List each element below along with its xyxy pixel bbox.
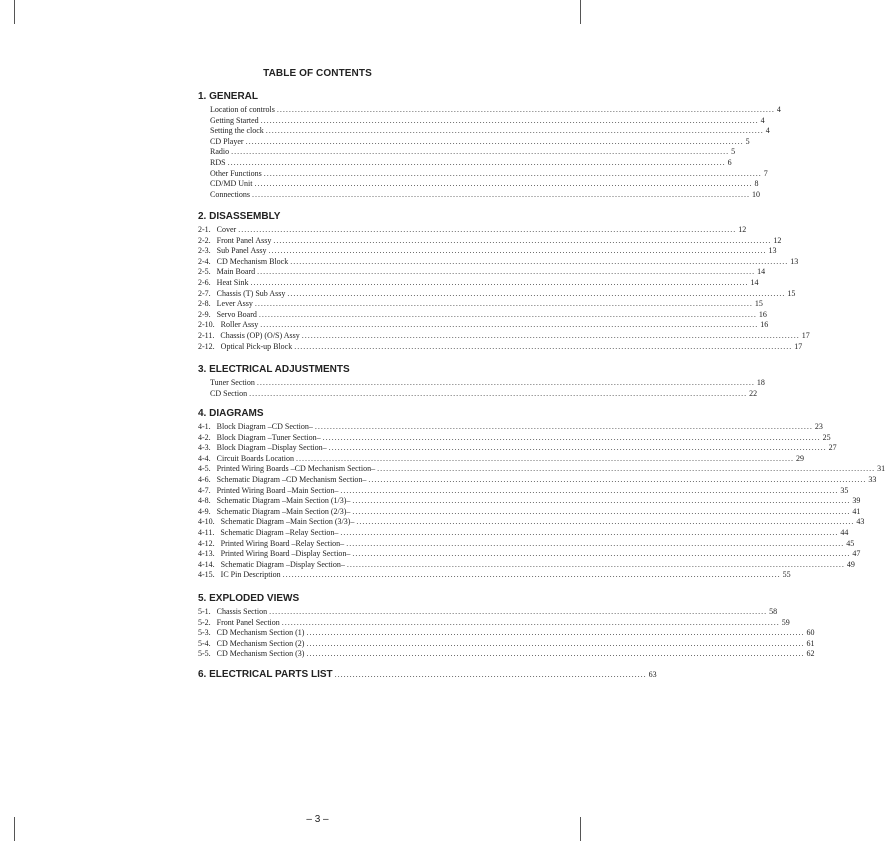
page-ref: 13 bbox=[790, 256, 799, 266]
dot-leader: ........................................................................................................ bbox=[334, 670, 647, 679]
page-ref: 27 bbox=[828, 443, 837, 453]
entry-number: 4-3. bbox=[198, 443, 211, 453]
toc-entry[interactable] bbox=[198, 330, 810, 342]
entry-label: Other Functions bbox=[210, 168, 262, 178]
toc-entry[interactable] bbox=[198, 235, 782, 247]
dot-leader: ...................................................................................................................................................................... bbox=[256, 378, 755, 387]
crop-mark bbox=[580, 0, 581, 24]
entry-list bbox=[198, 607, 815, 660]
entry-label: Roller Assy bbox=[220, 320, 259, 330]
entry-label: Printed Wiring Board –Relay Section– bbox=[220, 538, 345, 548]
dot-leader: ...................................................................................................................................................................... bbox=[227, 157, 726, 167]
entry-number: 4-6. bbox=[198, 474, 211, 484]
dot-leader: ...................................................................................................................................................................... bbox=[254, 299, 753, 309]
page-ref: 47 bbox=[852, 549, 861, 559]
page-ref: 5 bbox=[745, 136, 750, 146]
toc-entry[interactable] bbox=[198, 570, 791, 581]
toc-entry[interactable] bbox=[198, 126, 770, 137]
dot-leader: ...................................................................................................................................................................... bbox=[352, 506, 851, 516]
page-ref: 6 bbox=[727, 157, 732, 167]
page-ref: 16 bbox=[758, 309, 767, 319]
page-ref: 15 bbox=[787, 288, 796, 298]
page-ref: 62 bbox=[806, 649, 815, 659]
page-ref: 15 bbox=[754, 299, 763, 309]
entry-label: CD Mechanism Section (2) bbox=[216, 638, 305, 648]
entry-list bbox=[198, 422, 885, 581]
page-ref: 22 bbox=[749, 388, 758, 398]
dot-leader: ...................................................................................................................................................................... bbox=[368, 474, 867, 484]
toc-entry[interactable] bbox=[198, 628, 815, 639]
toc-entry[interactable] bbox=[198, 309, 767, 321]
dot-leader: ...................................................................................................................................................................... bbox=[306, 628, 805, 638]
toc-entry[interactable] bbox=[198, 485, 849, 497]
entry-label: Schematic Diagram –Display Section– bbox=[220, 559, 345, 569]
toc-entry[interactable] bbox=[198, 506, 861, 518]
toc-entry[interactable] bbox=[198, 388, 758, 400]
page-ref: 44 bbox=[840, 527, 849, 537]
dot-leader: ...................................................................................................................................................................... bbox=[250, 277, 749, 287]
entry-list bbox=[198, 105, 781, 200]
dot-leader: ...................................................................................................................................................................... bbox=[352, 496, 851, 506]
toc-entry[interactable] bbox=[198, 225, 747, 236]
dot-leader: ...................................................................................................................................................................... bbox=[258, 309, 757, 319]
dot-leader: ...................................................................................................................................................................... bbox=[269, 607, 768, 616]
page-ref: 4 bbox=[765, 126, 770, 136]
dot-leader: ...................................................................................................................................................................... bbox=[346, 559, 845, 569]
entry-label: Main Board bbox=[216, 267, 256, 277]
page-ref: 39 bbox=[852, 496, 861, 506]
toc-entry[interactable] bbox=[198, 527, 849, 539]
page-ref: 23 bbox=[814, 422, 823, 431]
entry-label: Printed Wiring Board –Main Section– bbox=[216, 485, 339, 495]
section-heading: 4. DIAGRAMS bbox=[198, 408, 264, 419]
section-electrical-parts-list bbox=[198, 669, 657, 680]
page-ref: 18 bbox=[756, 378, 765, 387]
entry-list bbox=[198, 378, 765, 399]
entry-label: Circuit Boards Location bbox=[216, 453, 294, 463]
entry-number: 2-4. bbox=[198, 256, 211, 266]
toc-entry[interactable] bbox=[198, 549, 861, 560]
toc-entry[interactable] bbox=[198, 649, 815, 660]
dot-leader: ...................................................................................................................................................................... bbox=[281, 617, 780, 627]
section-exploded-views bbox=[198, 592, 815, 660]
toc-entry[interactable] bbox=[198, 320, 769, 331]
entry-label: Sub Panel Assy bbox=[216, 246, 267, 256]
entry-label: IC Pin Description bbox=[220, 570, 281, 580]
toc-entry[interactable] bbox=[198, 105, 781, 116]
toc-entry[interactable] bbox=[198, 147, 736, 158]
page-ref: 61 bbox=[806, 638, 815, 648]
entry-number: 2-9. bbox=[198, 309, 211, 319]
dot-leader: ...................................................................................................................................................................... bbox=[314, 422, 813, 431]
toc-entry[interactable] bbox=[198, 538, 855, 550]
entry-number: 4-13. bbox=[198, 549, 215, 559]
dot-leader: ...................................................................................................................................................................... bbox=[268, 246, 767, 256]
section-heading: 3. ELECTRICAL ADJUSTMENTS bbox=[198, 364, 350, 375]
entry-label: Radio bbox=[210, 147, 230, 157]
entry-number: 5-4. bbox=[198, 638, 211, 648]
dot-leader: ...................................................................................................................................................................... bbox=[352, 549, 851, 559]
entry-label: CD Mechanism Section (1) bbox=[216, 628, 305, 638]
entry-number: 5-2. bbox=[198, 617, 211, 627]
page-ref: 60 bbox=[806, 628, 815, 638]
entry-number: 2-11. bbox=[198, 330, 215, 340]
entry-label: Schematic Diagram –Main Section (3/3)– bbox=[220, 517, 355, 527]
toc-entry[interactable] bbox=[198, 443, 837, 454]
dot-leader: ...................................................................................................................................................................... bbox=[231, 147, 730, 157]
page-ref: 59 bbox=[781, 617, 790, 627]
dot-leader: ...................................................................................................................................................................... bbox=[238, 225, 737, 234]
dot-leader: ...................................................................................................................................................................... bbox=[276, 105, 775, 114]
dot-leader: ...................................................................................................................................................................... bbox=[287, 288, 786, 298]
entry-number: 2-3. bbox=[198, 246, 211, 256]
page-ref: 31 bbox=[877, 464, 885, 474]
entry-label: Tuner Section bbox=[210, 378, 255, 387]
entry-number: 2-6. bbox=[198, 277, 211, 287]
entry-label: Schematic Diagram –CD Mechanism Section– bbox=[216, 474, 367, 484]
page-ref: 14 bbox=[750, 277, 759, 287]
entry-number: 4-11. bbox=[198, 527, 215, 537]
entry-number: 2-2. bbox=[198, 235, 211, 245]
toc-entry[interactable] bbox=[198, 189, 760, 201]
dot-leader: ...................................................................................................................................................................... bbox=[306, 649, 805, 659]
dot-leader: ...................................................................................................................................................................... bbox=[340, 527, 839, 537]
entry-label: Front Panel Section bbox=[216, 617, 280, 627]
toc-entry[interactable] bbox=[198, 464, 885, 475]
entry-number: 2-7. bbox=[198, 288, 211, 298]
entry-label: Setting the clock bbox=[210, 126, 264, 136]
dot-leader: ...................................................................................................................................................................... bbox=[296, 453, 794, 463]
dot-leader: ...................................................................................................................................................................... bbox=[260, 320, 759, 330]
entry-label: Chassis (T) Sub Assy bbox=[216, 288, 286, 298]
entry-label: Schematic Diagram –Relay Section– bbox=[220, 527, 339, 537]
toc-entry[interactable] bbox=[198, 638, 815, 650]
page-ref: 12 bbox=[738, 225, 747, 234]
entry-label: Printed Wiring Boards –CD Mechanism Section– bbox=[216, 464, 376, 474]
page-ref: 35 bbox=[840, 485, 849, 495]
dot-leader: ...................................................................................................................................................................... bbox=[377, 464, 876, 474]
toc-entry[interactable] bbox=[198, 299, 763, 310]
entry-label: Servo Board bbox=[216, 309, 257, 319]
toc-entry[interactable] bbox=[198, 341, 803, 353]
entry-label: Optical Pick-up Block bbox=[220, 341, 293, 351]
section-general bbox=[198, 90, 781, 200]
page-ref: 63 bbox=[648, 670, 657, 679]
entry-label: Location of controls bbox=[210, 105, 275, 114]
dot-leader: ...................................................................................................................................................................... bbox=[263, 168, 762, 178]
page-ref: 33 bbox=[868, 474, 877, 484]
toc-entry[interactable] bbox=[198, 378, 765, 389]
dot-leader: ...................................................................................................................................................................... bbox=[306, 638, 805, 648]
dot-leader: ...................................................................................................................................................................... bbox=[260, 115, 759, 125]
toc-entry[interactable] bbox=[198, 453, 804, 465]
page-ref: 13 bbox=[768, 246, 777, 256]
entry-label: Cover bbox=[216, 225, 237, 234]
page-ref: 58 bbox=[769, 607, 778, 616]
entry-label: CD Player bbox=[210, 136, 244, 146]
dot-leader: ...................................................................................................................................................................... bbox=[257, 267, 756, 277]
toc-entry[interactable] bbox=[198, 432, 831, 444]
entry-number: 4-4. bbox=[198, 453, 211, 463]
entry-number: 2-1. bbox=[198, 225, 211, 234]
entry-label: CD Mechanism Section (3) bbox=[216, 649, 305, 659]
entry-number: 4-1. bbox=[198, 422, 211, 431]
dot-leader: ...................................................................................................................................................................... bbox=[254, 179, 753, 189]
entry-number: 2-8. bbox=[198, 299, 211, 309]
entry-label: CD Mechanism Block bbox=[216, 256, 289, 266]
page-ref: 45 bbox=[846, 538, 855, 548]
entry-number: 4-15. bbox=[198, 570, 215, 580]
entry-list bbox=[198, 225, 810, 352]
toc-entry[interactable] bbox=[198, 496, 861, 507]
entry-label: Chassis (OP) (O/S) Assy bbox=[220, 330, 300, 340]
section-electrical-adjustments bbox=[198, 363, 765, 399]
entry-number: 5-3. bbox=[198, 628, 211, 638]
entry-label: Block Diagram –CD Section– bbox=[216, 422, 313, 431]
page-ref: 49 bbox=[846, 559, 855, 569]
dot-leader: ...................................................................................................................................................................... bbox=[252, 189, 750, 199]
dot-leader: ...................................................................................................................................................................... bbox=[340, 485, 839, 495]
dot-leader: ...................................................................................................................................................................... bbox=[328, 443, 827, 453]
entry-number: 5-1. bbox=[198, 607, 211, 616]
toc-entry[interactable] bbox=[198, 617, 790, 629]
entry-label: Heat Sink bbox=[216, 277, 249, 287]
toc-entry[interactable] bbox=[198, 267, 766, 278]
toc-entry[interactable] bbox=[198, 179, 759, 190]
entry-label: CD/MD Unit bbox=[210, 179, 253, 189]
section-heading: 2. DISASSEMBLY bbox=[198, 211, 281, 222]
page-ref: 17 bbox=[801, 330, 810, 340]
entry-number: 4-8. bbox=[198, 496, 211, 506]
toc-entry[interactable] bbox=[198, 517, 865, 528]
toc-entry[interactable] bbox=[198, 256, 799, 268]
toc-entry[interactable] bbox=[198, 136, 750, 148]
page-ref: 14 bbox=[757, 267, 766, 277]
section-heading: 1. GENERAL bbox=[198, 91, 259, 102]
dot-leader: ...................................................................................................................................................................... bbox=[290, 256, 789, 266]
toc-entry[interactable] bbox=[198, 422, 823, 433]
entry-label: RDS bbox=[210, 157, 226, 167]
page-ref: 8 bbox=[754, 179, 759, 189]
entry-label: Getting Started bbox=[210, 115, 259, 125]
entry-number: 4-5. bbox=[198, 464, 211, 474]
page-ref: 4 bbox=[760, 115, 765, 125]
entry-label: CD Section bbox=[210, 388, 248, 398]
page-ref: 29 bbox=[796, 453, 804, 463]
entry-label: Schematic Diagram –Main Section (2/3)– bbox=[216, 506, 351, 516]
entry-number: 5-5. bbox=[198, 649, 211, 659]
section-heading: 5. EXPLODED VIEWS bbox=[198, 593, 300, 604]
entry-label: Lever Assy bbox=[216, 299, 253, 309]
entry-number: 4-10. bbox=[198, 517, 215, 527]
dot-leader: ...................................................................................................................................................................... bbox=[265, 126, 764, 136]
page-number: – 3 – bbox=[306, 814, 329, 825]
page-ref: 55 bbox=[782, 570, 791, 580]
entry-label: Printed Wiring Board –Display Section– bbox=[220, 549, 351, 559]
dot-leader: ...................................................................................................................................................................... bbox=[346, 538, 845, 548]
entry-number: 4-2. bbox=[198, 432, 211, 442]
page-ref: 10 bbox=[752, 189, 760, 199]
dot-leader: ...................................................................................................................................................................... bbox=[294, 341, 793, 351]
dot-leader: ...................................................................................................................................................................... bbox=[273, 235, 772, 245]
toc-entry[interactable] bbox=[198, 559, 855, 571]
entry-number: 4-7. bbox=[198, 485, 211, 495]
dot-leader: ...................................................................................................................................................................... bbox=[249, 388, 748, 398]
page-ref: 16 bbox=[760, 320, 769, 330]
toc-entry[interactable] bbox=[198, 168, 768, 180]
page-ref: 25 bbox=[822, 432, 831, 442]
section-heading: 6. ELECTRICAL PARTS LIST bbox=[198, 669, 333, 680]
entry-number: 4-14. bbox=[198, 559, 215, 569]
dot-leader: ...................................................................................................................................................................... bbox=[245, 136, 744, 146]
page-ref: 41 bbox=[852, 506, 861, 516]
page-ref: 4 bbox=[776, 105, 781, 114]
dot-leader: ...................................................................................................................................................................... bbox=[322, 432, 821, 442]
toc-entry[interactable] bbox=[198, 288, 796, 300]
entry-number: 2-12. bbox=[198, 341, 215, 351]
entry-number: 2-10. bbox=[198, 320, 215, 330]
page-ref: 17 bbox=[794, 341, 803, 351]
toc-entry[interactable] bbox=[198, 607, 778, 618]
section-diagrams bbox=[198, 407, 885, 581]
entry-number: 4-12. bbox=[198, 538, 215, 548]
entry-label: Connections bbox=[210, 189, 250, 199]
dot-leader: ...................................................................................................................................................................... bbox=[301, 330, 800, 340]
toc-entry[interactable] bbox=[198, 115, 765, 127]
toc-entry[interactable] bbox=[198, 246, 777, 257]
entry-label: Block Diagram –Tuner Section– bbox=[216, 432, 321, 442]
dot-leader: ...................................................................................................................................................................... bbox=[356, 517, 855, 527]
page-ref: 7 bbox=[763, 168, 768, 178]
dot-leader: ...................................................................................................................................................................... bbox=[282, 570, 781, 580]
toc-entry[interactable] bbox=[198, 157, 732, 169]
toc-entry[interactable] bbox=[198, 277, 759, 289]
page-ref: 5 bbox=[731, 147, 736, 157]
entry-label: Schematic Diagram –Main Section (1/3)– bbox=[216, 496, 351, 506]
entry-label: Chassis Section bbox=[216, 607, 268, 616]
page-ref: 12 bbox=[773, 235, 782, 245]
crop-mark bbox=[14, 0, 15, 24]
entry-label: Front Panel Assy bbox=[216, 235, 272, 245]
section-disassembly bbox=[198, 210, 810, 352]
toc-entry[interactable] bbox=[198, 474, 877, 486]
entry-number: 2-5. bbox=[198, 267, 211, 277]
page-ref: 43 bbox=[856, 517, 865, 527]
entry-label: Block Diagram –Display Section– bbox=[216, 443, 327, 453]
entry-number: 4-9. bbox=[198, 506, 211, 516]
page-title: TABLE OF CONTENTS bbox=[263, 68, 372, 79]
